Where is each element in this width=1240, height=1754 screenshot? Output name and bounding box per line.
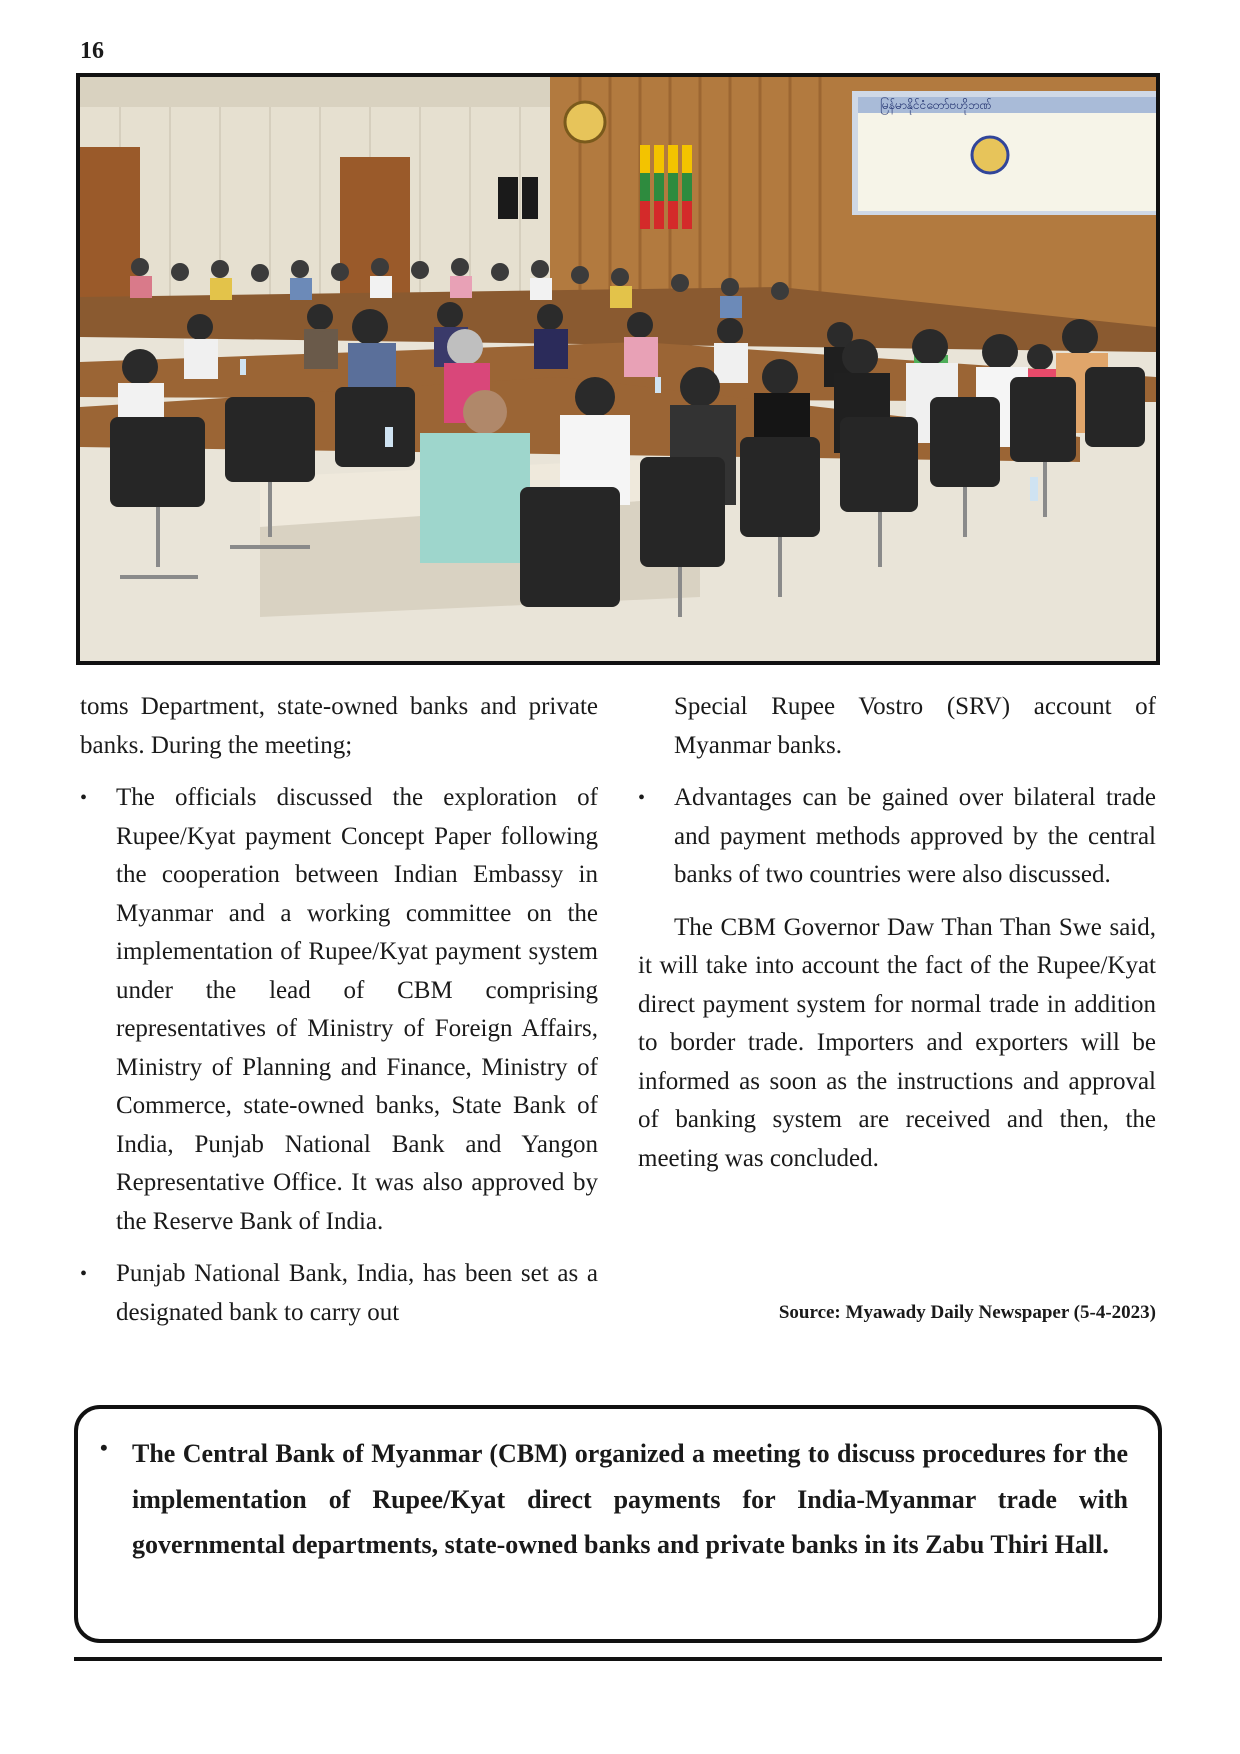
bullet-text: Punjab National Bank, India, has been set as a designated bank to carry out <box>116 1260 598 1326</box>
meeting-photo <box>76 73 1160 665</box>
list-item <box>80 779 598 1241</box>
bullet-icon: • <box>80 1263 88 1285</box>
screen-banner: မြန်မာနိုင်ငံတော်ဗဟိုဘဏ် <box>880 98 992 112</box>
list-item <box>638 779 1156 895</box>
article-right-column <box>638 688 1156 1192</box>
governor-paragraph: The CBM Governor Daw Than Than Swe said, it will take into account the fact of the Rupee/Kyat direct payment system for normal trade in addition to border trade. Importers and exporters will be informed as soon as the instructions and approval of banking system are received and then, the meeting was concluded. <box>638 913 1156 1172</box>
bullet-icon: • <box>80 787 88 809</box>
list-item <box>80 1255 598 1332</box>
left-bullet-list <box>80 779 598 1332</box>
bullet-text: The officials discussed the exploration of Rupee/Kyat payment Concept Paper following the cooperation between Indian Embassy in Myanmar and a working committee on the implementation of Rupee/Kyat payment system under the lead of CBM comprising representatives of Ministry of Foreign Affairs, Ministry of Planning and Finance, Ministry of Commerce, state-owned banks, State Bank of India, Punjab National Bank and Yangon Representative Office. It was also approved by the Reserve Bank of India. <box>116 784 598 1235</box>
continuation-paragraph: Special Rupee Vostro (SRV) account of Myanmar banks. <box>674 693 1156 759</box>
summary-text: The Central Bank of Myanmar (CBM) organized a meeting to discuss procedures for the implementation of Rupee/Kyat direct payments for India-Myanmar trade with governmental departments, state-owned banks and private banks in its Zabu Thiri Hall. <box>132 1439 1128 1559</box>
source-citation: Source: Myawady Daily Newspaper (5-4-2023) <box>778 1302 1156 1323</box>
bullet-text: Advantages can be gained over bilateral trade and payment methods approved by the central banks of two countries were also discussed. <box>674 784 1156 888</box>
footer-divider <box>74 1657 1162 1661</box>
bullet-icon: • <box>100 1435 108 1460</box>
right-bullet-list <box>638 779 1156 895</box>
summary-box <box>74 1405 1162 1643</box>
intro-paragraph: toms Department, state-owned banks and private banks. During the meeting; <box>80 693 598 759</box>
article-left-column <box>80 688 598 1346</box>
bullet-icon: • <box>638 787 646 809</box>
page-number: 16 <box>80 38 104 64</box>
